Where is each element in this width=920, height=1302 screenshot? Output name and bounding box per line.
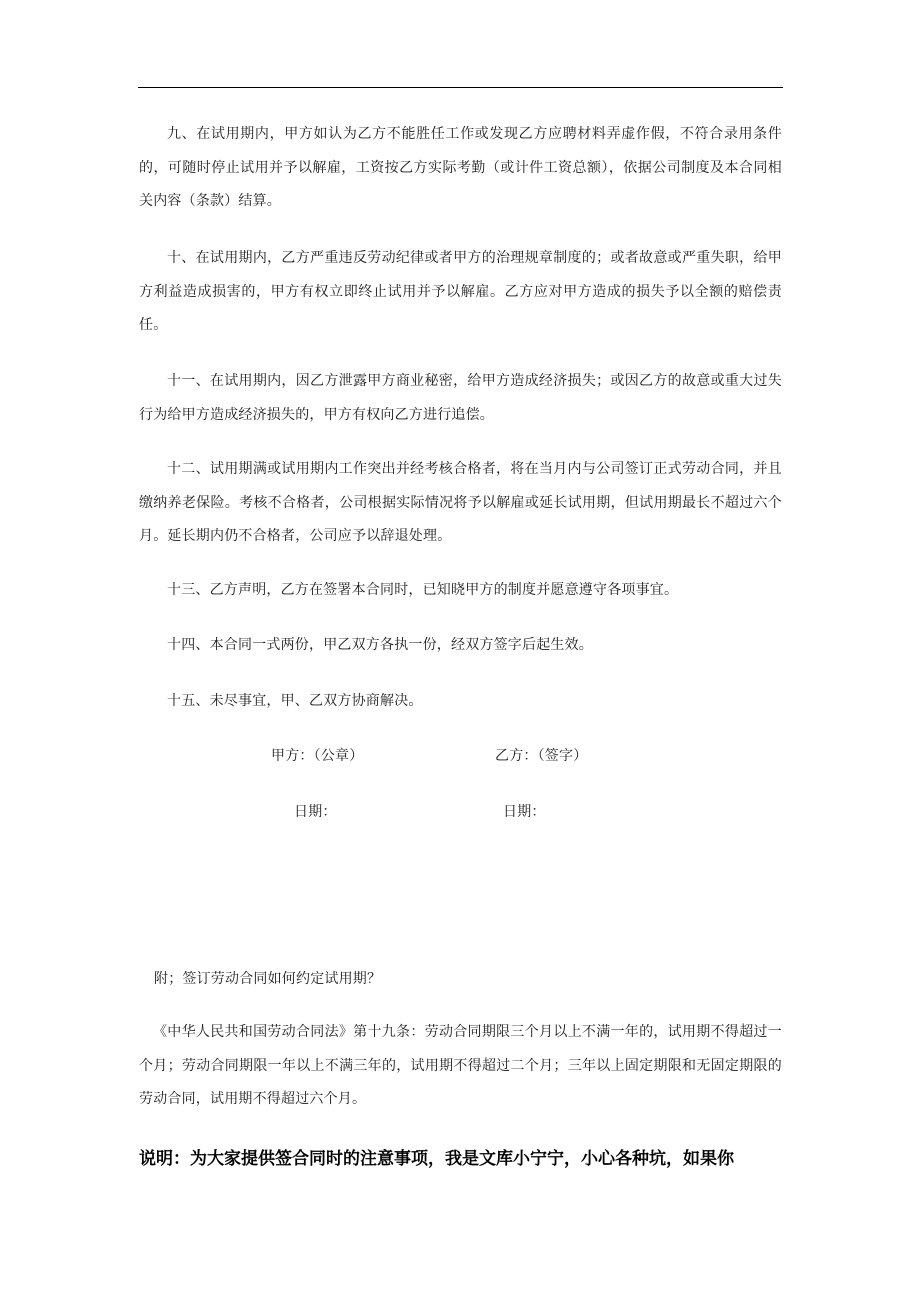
clause-14: 十四、本合同一式两份，甲乙双方各执一份，经双方签字后起生效。 [167, 637, 593, 653]
clause-12: 十二、试用期满或试用期内工作突出并经考核合格者，将在当月内与公司签订正式劳动合同，并且缴纳养老保险。考核不合格者，公司根据实际情况将予以解雇或延长试用期，但试用期最长不超过六个月。延长期内仍不合格者，公司应予以辞退处理。 [139, 461, 782, 544]
clause-13: 十三、乙方声明，乙方在签署本合同时，已知晓甲方的制度并愿意遵守各项事宜。 [167, 582, 679, 598]
clause-11: 十一、在试用期内，因乙方泄露甲方商业秘密，给甲方造成经济损失；或因乙方的故意或重大过失行为给甲方造成经济损失的，甲方有权向乙方进行追偿。 [139, 373, 782, 423]
party-b-date: 日期： [503, 804, 546, 820]
clause-9: 九、在试用期内，甲方如认为乙方不能胜任工作或发现乙方应聘材料弄虚作假，不符合录用条件的，可随时停止试用并予以解雇，工资按乙方实际考勤（或计件工资总额），依据公司制度及本合同相关内容（条款）结算。 [139, 126, 782, 209]
appendix-answer: 《中华人民共和国劳动合同法》第十九条：劳动合同期限三个月以上不满一年的，试用期不得超过一个月；劳动合同期限一年以上不满三年的，试用期不得超过二个月；三年以上固定期限和无固定期限的劳动合同，试用期不得超过六个月。 [139, 1024, 782, 1107]
author-note: 说明：为大家提供签合同时的注意事项，我是文库小宁宁，小心各种坑，如果你 [139, 1149, 734, 1169]
clause-10: 十、在试用期内，乙方严重违反劳动纪律或者甲方的治理规章制度的；或者故意或严重失职，给甲方利益造成损害的，甲方有权立即终止试用并予以解雇。乙方应对甲方造成的损失予以全额的赔偿责任。 [139, 250, 782, 333]
header-rule [138, 87, 783, 88]
appendix-question: 附；签订劳动合同如何约定试用期？ [154, 971, 382, 987]
party-b-signature: 乙方：（签字） [495, 748, 588, 764]
party-a-seal: 甲方：（公章） [271, 748, 364, 764]
party-a-date: 日期： [294, 804, 337, 820]
clause-15: 十五、未尽事宜，甲、乙双方协商解决。 [167, 693, 423, 709]
